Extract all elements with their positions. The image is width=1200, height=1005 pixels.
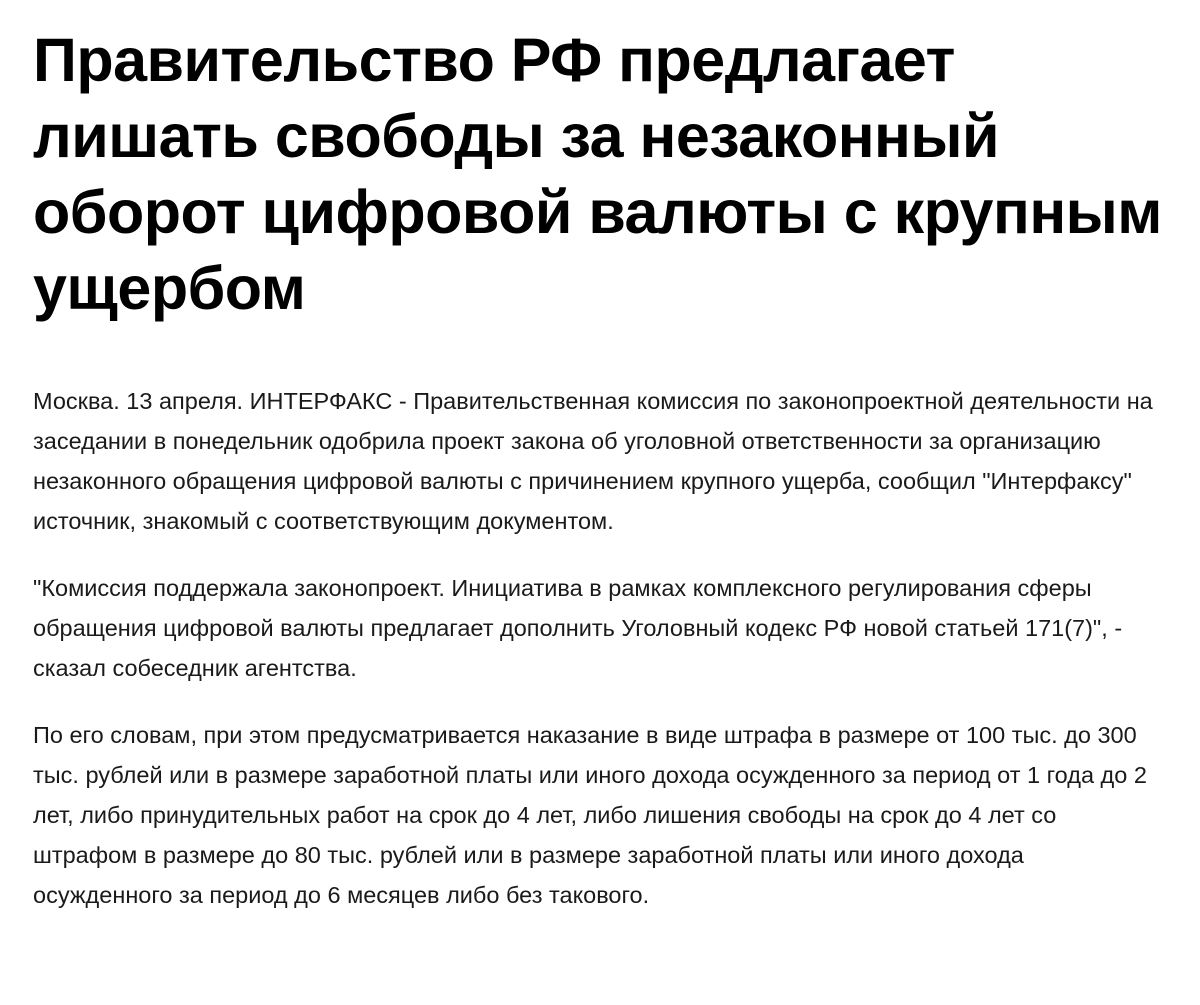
article-paragraph-3: По его словам, при этом предусматривается наказание в виде штрафа в размере от 100 тыс. до 300 тыс. рублей или в размере заработной платы или иного дохода осужденного за период от 1 года до 2 лет, либо принудительных работ на срок до 4 лет, либо лишения свободы на срок до 4 лет со штрафом в размере до 80 тыс. рублей или в размере заработной платы или иного дохода осужденного за период до 6 месяцев либо без такового. <box>33 722 1147 908</box>
article-body <box>33 381 1183 915</box>
article-paragraph-2: "Комиссия поддержала законопроект. Инициатива в рамках комплексного регулирования сферы обращения цифровой валюты предлагает дополнить Уголовный кодекс РФ новой статьей 171(7)", - сказал собеседник агентства. <box>33 575 1123 681</box>
article-headline: Правительство РФ предлагает лишать свободы за незаконный оборот цифровой валюты с крупным ущербом <box>33 26 1162 322</box>
news-article <box>33 22 1183 942</box>
article-paragraph-1: Москва. 13 апреля. ИНТЕРФАКС - Правительственная комиссия по законопроектной деятельности на заседании в понедельник одобрила проект закона об уголовной ответственности за организацию незаконного обращения цифровой валюты с причинением крупного ущерба, сообщил "Интерфаксу" источник, знакомый с соответствующим документом. <box>33 388 1153 534</box>
